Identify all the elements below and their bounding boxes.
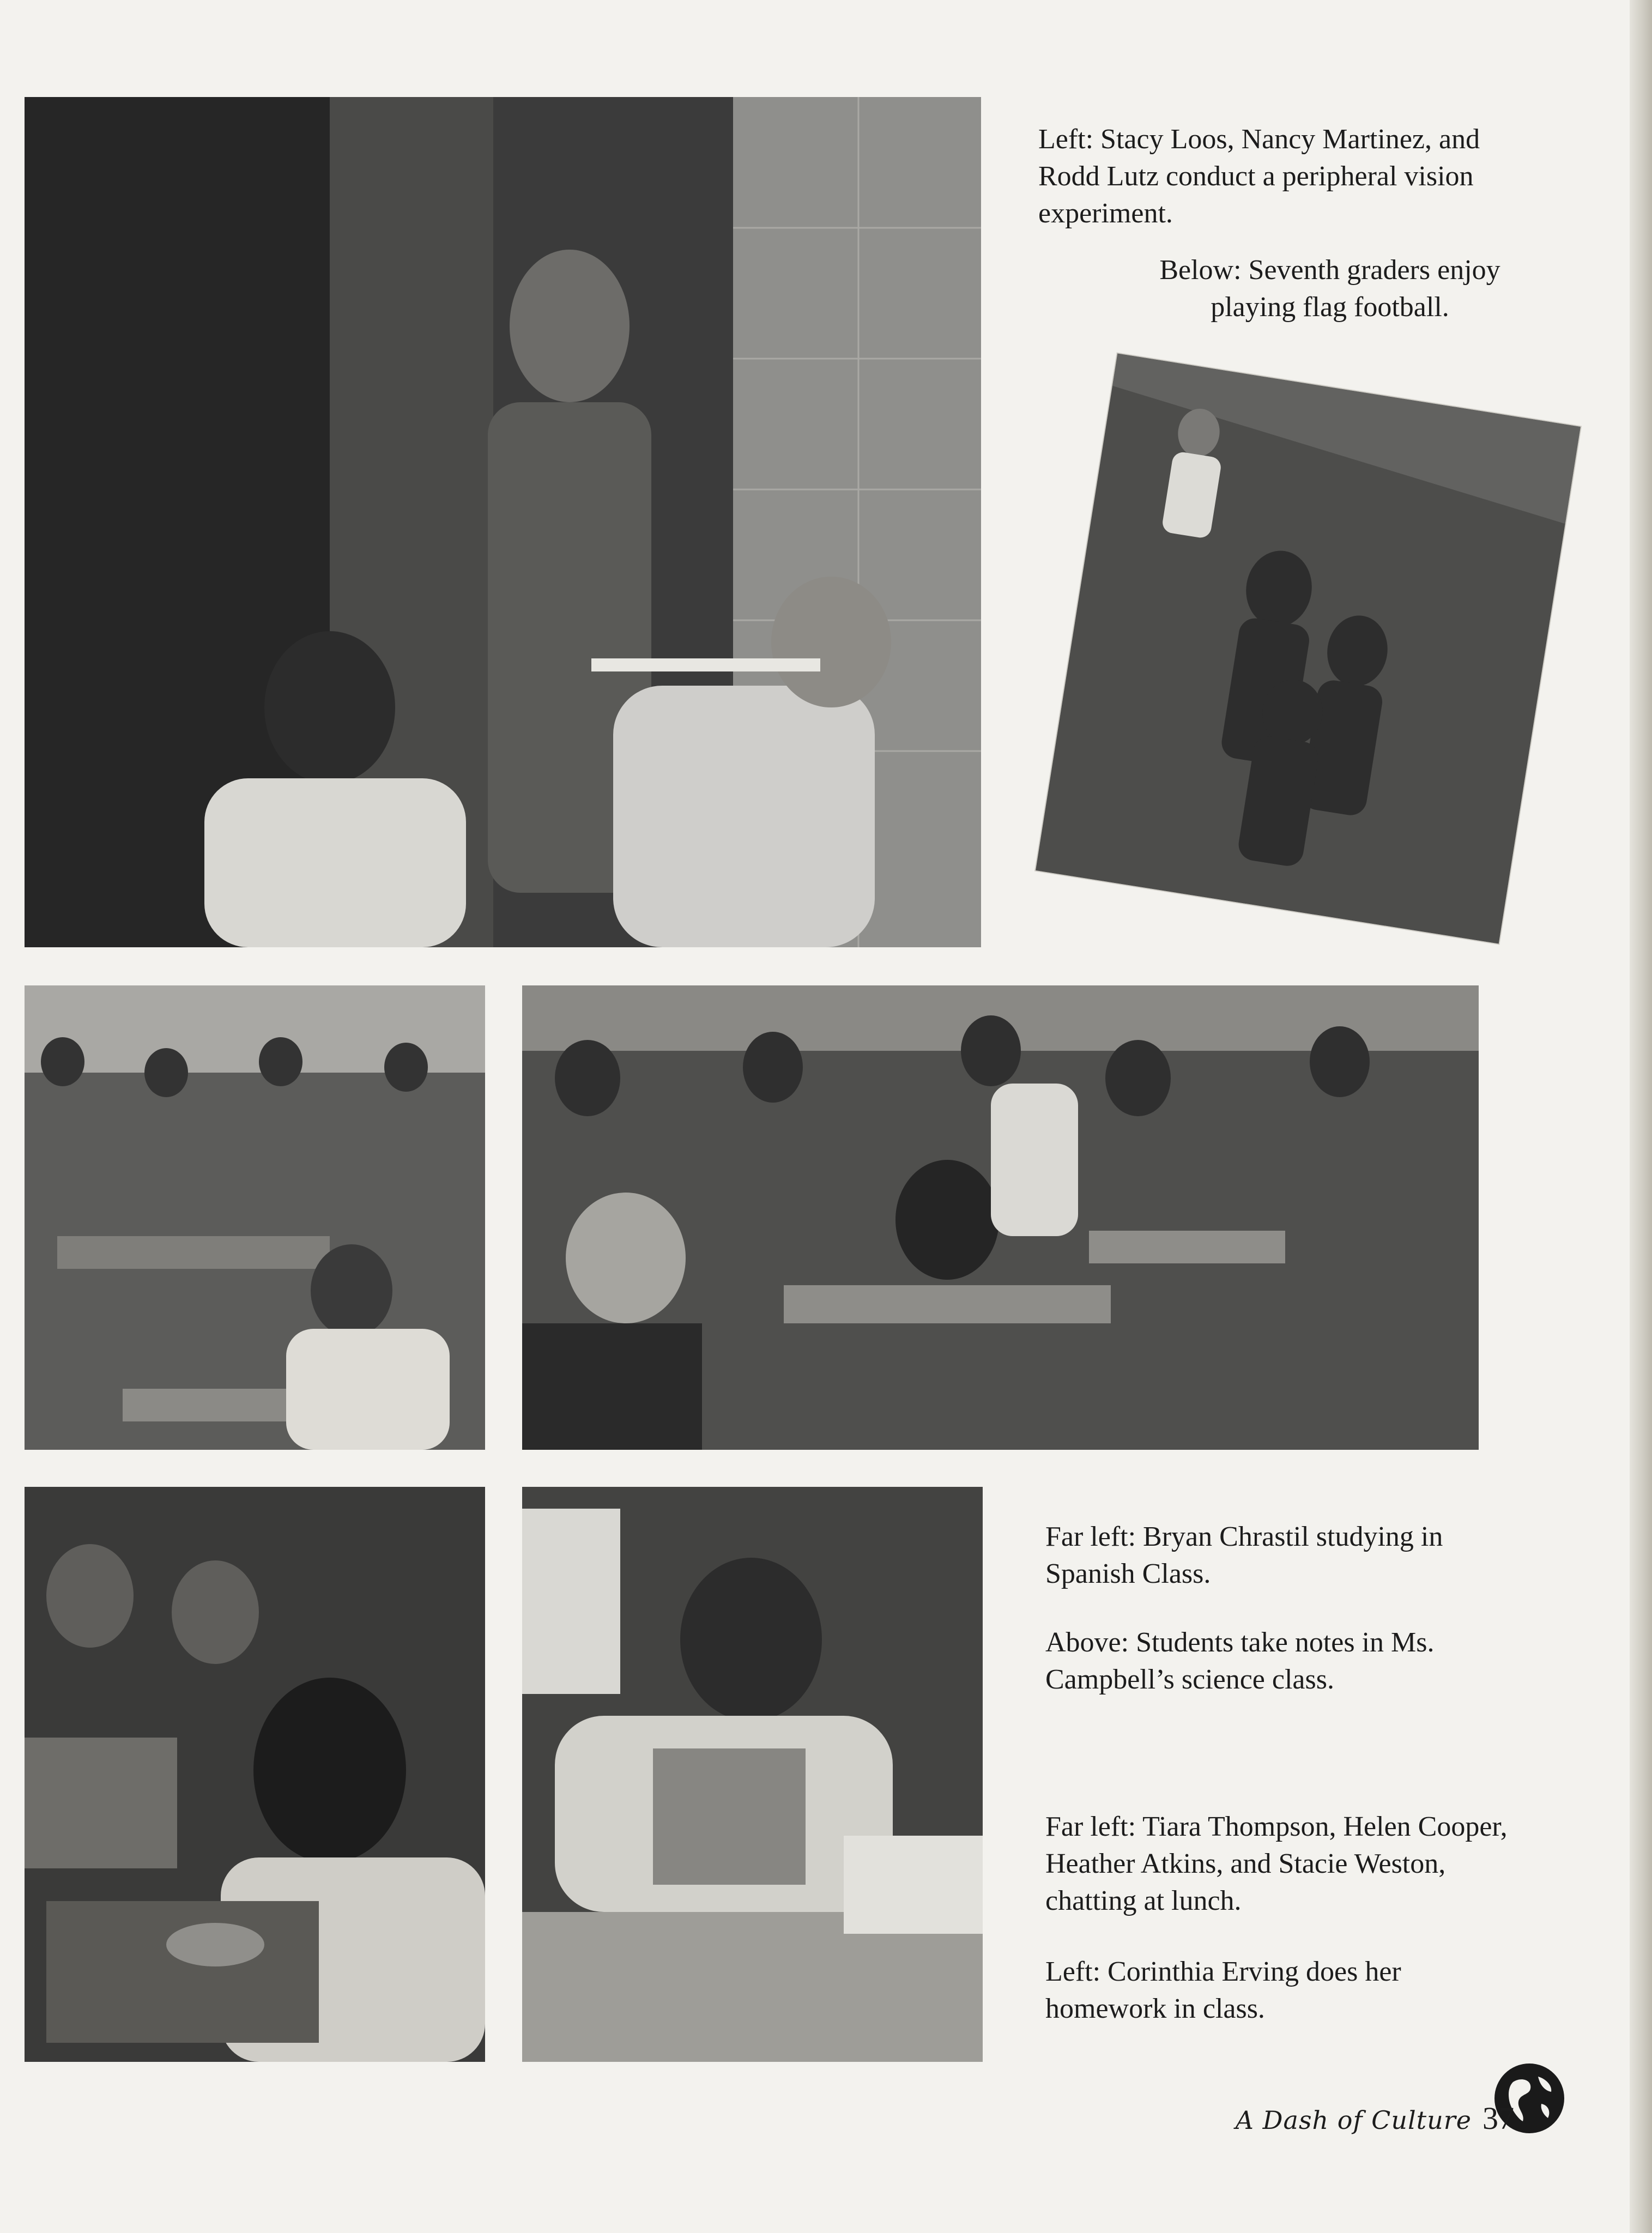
photo-vision-experiment [25, 97, 981, 947]
caption-science-class: Above: Students take notes in Ms. Campbell’s science class. [1045, 1627, 1435, 1695]
caption-flag-football: Below: Seventh graders enjoy playing flag football. [1159, 255, 1500, 323]
caption-vision-experiment: Left: Stacy Loos, Nancy Martinez, and Rodd Lutz conduct a peripheral vision experiment. [1038, 124, 1480, 229]
photo-flag-football [1036, 354, 1581, 944]
photo-science-class [522, 985, 1479, 1450]
photo-homework [522, 1487, 983, 2062]
caption-lunch: Far left: Tiara Thompson, Helen Cooper, Heather Atkins, and Stacie Weston, chatting at lunch. [1045, 1811, 1508, 1916]
photo-spanish-class [25, 985, 485, 1450]
page-number: 37 [1482, 2101, 1514, 2136]
caption-homework: Left: Corinthia Erving does her homework in class. [1045, 1956, 1401, 2024]
photo-lunch [25, 1487, 485, 2062]
footer-section-title: A Dash of Culture [1235, 2105, 1472, 2135]
caption-spanish-class: Far left: Bryan Chrastil studying in Spanish Class. [1045, 1521, 1443, 1589]
page-gutter-shadow [1630, 0, 1652, 2233]
